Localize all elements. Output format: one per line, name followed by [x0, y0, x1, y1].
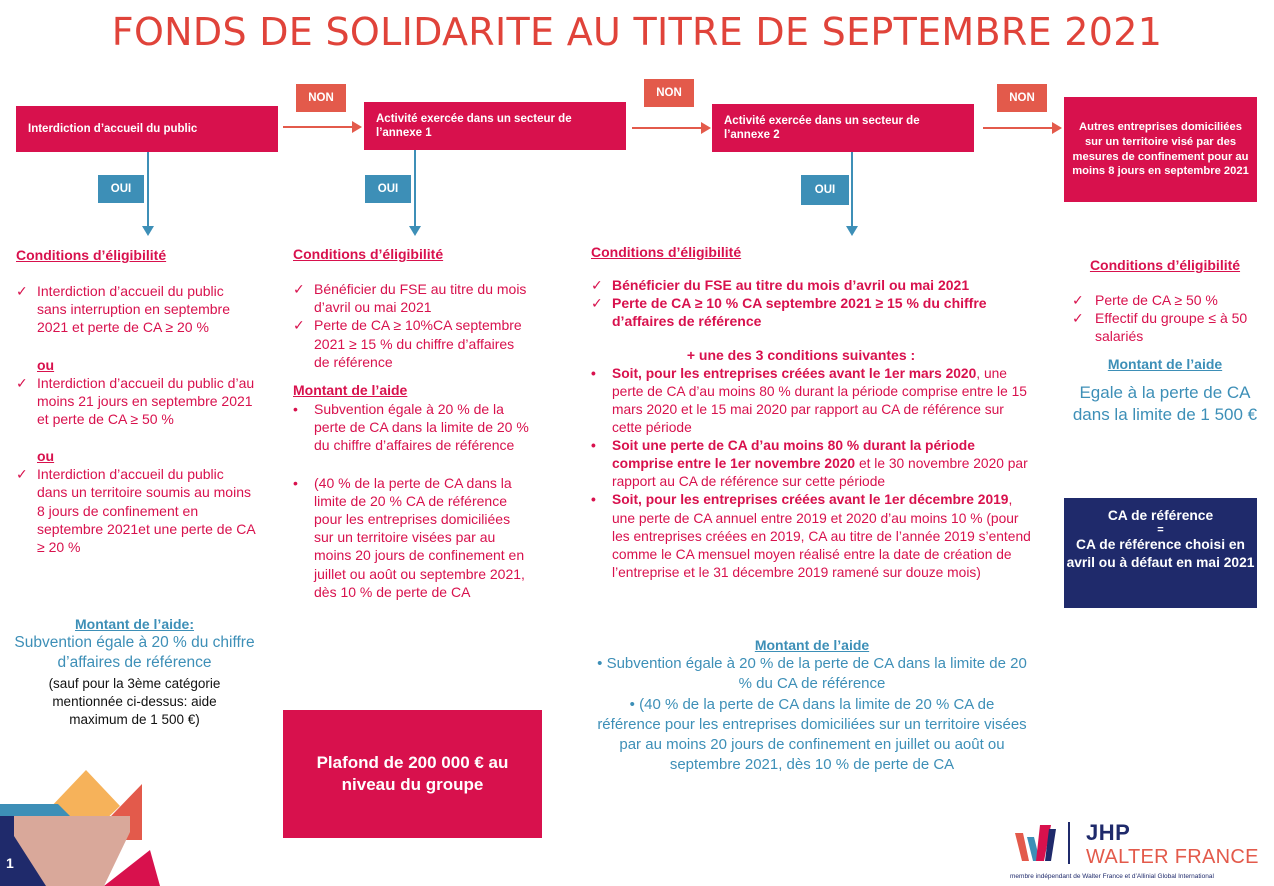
bullet-icon: • — [629, 695, 635, 713]
col2-montant-1: • Subvention égale à 20 % de la perte de CA dans la limite de 20 % du chiffre d’affaires de référence — [293, 401, 529, 454]
ca-ref-definition: CA de référence choisi en avril ou à défaut en mai 2021 — [1066, 537, 1255, 570]
col3-condition-1: ✓ Bénéficier du FSE au titre du mois d’avril ou mai 2021 — [591, 277, 970, 293]
col4-condition-1: ✓ Perte de CA ≥ 50 % — [1072, 292, 1218, 308]
bullet-icon: • — [597, 655, 603, 672]
arrow-head-right-icon — [701, 122, 711, 134]
check-icon: ✓ — [293, 317, 305, 334]
col3-montant — [596, 637, 1028, 776]
col1-ou-1: ou — [37, 356, 55, 373]
arrow-head-down-icon — [142, 226, 154, 236]
col2-condition-2: ✓ Perte de CA ≥ 10%CA septembre 2021 ≥ 15 % du chiffre d’affaires de référence — [293, 317, 522, 370]
check-icon: ✓ — [16, 374, 28, 391]
col3-condition-2: ✓ Perte de CA ≥ 10 % CA septembre 2021 ≥ 15 % du chiffre d’affaires de référence — [591, 295, 987, 330]
col4-condition-2: ✓ Effectif du groupe ≤ à 50 salariés — [1072, 310, 1248, 345]
ca-ref-title: CA de référence — [1107, 508, 1214, 523]
col1-montant-text: Subvention égale à 20 % du chiffre d’affaires de référence — [14, 634, 255, 671]
col2-eligibility-header: Conditions d’éligibilité — [293, 246, 444, 262]
logo-tagline: membre indépendant de Walter France et d’Allinial Global International — [1010, 873, 1214, 880]
plafond-box: Plafond de 200 000 € au niveau du groupe — [283, 710, 542, 838]
arrow-down-line-3 — [851, 152, 853, 226]
check-icon: ✓ — [1072, 292, 1084, 308]
col4-eligibility-header: Conditions d’éligibilité — [1089, 257, 1241, 273]
logo-divider — [1068, 822, 1070, 864]
col3-soit-1: • Soit, pour les entreprises créées avant le 1er mars 2020, une perte de CA d’au moins 80 % durant la période comprise entre le 15 mars 2020 et le 15 mai 2020 par rapport au CA de référence sur cette période — [591, 365, 1027, 436]
col1-montant — [12, 616, 257, 729]
logo-walter-france: WALTER FRANCE — [1086, 846, 1259, 868]
arrow-head-down-icon — [409, 226, 421, 236]
box-annexe-2: Activité exercée dans un secteur de l’annexe 2 — [712, 104, 974, 152]
oui-label-3: OUI — [801, 175, 849, 205]
non-label-2: NON — [644, 79, 694, 107]
bullet-icon: • — [293, 401, 298, 418]
col3-plus-conditions: + une des 3 conditions suivantes : — [686, 346, 916, 363]
col3-soit-3: • Soit, pour les entreprises créées avant le 1er décembre 2019, une perte de CA annuel entre 2019 et 2020 d’au moins 10 % (pour les entreprises créées en 2019, CA au titre de l’année 2019 s’entend comme le CA mensuel moyen réalisé entre la date de création de l’entreprise et le 31 décembre 2019 ramené sur douze mois) — [591, 492, 1031, 580]
col2-montant-header: Montant de l’aide — [293, 382, 408, 399]
col3-montant-header: Montant de l’aide — [754, 637, 870, 653]
arrow-down-line-1 — [147, 152, 149, 226]
arrow-head-right-icon — [352, 121, 362, 133]
col1-condition-3: ✓ Interdiction d’accueil du public dans un territoire soumis au moins 8 jours de confinement en septembre 2021et une perte de CA ≥ 20 % — [16, 466, 255, 556]
column-1 — [16, 247, 256, 556]
box-interdiction-accueil: Interdiction d’accueil du public — [16, 106, 278, 152]
col1-note: (sauf pour la 3ème catégorie mentionnée ci-dessus: aide maximum de 1 500 €) — [48, 676, 221, 727]
col3-montant-1: • Subvention égale à 20 % de la perte de CA dans la limite de 20 % du CA de référence — [597, 655, 1027, 693]
col3-soit-2: • Soit une perte de CA d’au moins 80 % durant la période comprise entre le 1er novembre 2020 et le 30 novembre 2020 par rapport au CA de référence sur cette période — [591, 438, 1028, 490]
col4-montant-header: Montant de l’aide — [1107, 355, 1223, 372]
col1-condition-2: ✓ Interdiction d’accueil du public d’au moins 21 jours en septembre 2021 et perte de CA ≥ 50 % — [16, 374, 255, 428]
non-label-3: NON — [997, 84, 1047, 112]
decorative-shapes-icon — [0, 770, 160, 886]
column-3 — [591, 244, 1031, 582]
check-icon: ✓ — [1072, 310, 1084, 327]
ca-ref-equals: = — [1157, 524, 1164, 536]
ca-reference-box — [1064, 498, 1257, 608]
bullet-icon: • — [293, 474, 298, 491]
check-icon: ✓ — [293, 281, 305, 297]
col2-condition-1: ✓ Bénéficier du FSE au titre du mois d’avril ou mai 2021 — [293, 281, 527, 316]
oui-label-1: OUI — [98, 175, 144, 203]
arrow-line-1 — [283, 126, 353, 128]
col1-condition-1: ✓ Interdiction d’accueil du public sans interruption en septembre 2021 et perte de CA ≥ 20 % — [16, 283, 230, 336]
arrow-line-2 — [632, 127, 702, 129]
check-icon: ✓ — [16, 283, 28, 299]
walter-logo-icon — [1013, 823, 1057, 867]
col4-montant-text: Egale à la perte de CA dans la limite de 1 500 € — [1072, 382, 1258, 424]
oui-label-2: OUI — [365, 175, 411, 203]
col1-montant-header: Montant de l’aide: — [75, 616, 194, 632]
box-autres-entreprises: Autres entreprises domiciliées sur un territoire visé par des mesures de confinement pour au moins 8 jours en septembre 2021 — [1064, 97, 1257, 202]
col1-ou-2: ou — [37, 448, 55, 465]
col2-montant-2: • (40 % de la perte de CA dans la limite de 20 % CA de référence pour les entreprises domiciliées sur un territoire visées par au moins 20 jours de confinement en juillet ou août ou septembre 2021, dès 10 % de perte de CA — [293, 474, 525, 600]
bullet-icon: • — [591, 438, 596, 454]
arrow-head-down-icon — [846, 226, 858, 236]
bullet-icon: • — [591, 365, 596, 381]
page-title: FONDS DE SOLIDARITE AU TITRE DE SEPTEMBRE 2021 — [111, 10, 1163, 54]
arrow-head-right-icon — [1052, 122, 1062, 134]
arrow-line-3 — [983, 127, 1053, 129]
bullet-icon: • — [591, 492, 596, 508]
page-number: 1 — [6, 855, 14, 871]
check-icon: ✓ — [591, 295, 603, 312]
arrow-down-line-2 — [414, 150, 416, 226]
col3-montant-2: • (40 % de la perte de CA dans la limite de 20 % CA de référence pour les entreprises domiciliées sur un territoire visées par au moins 20 jours de confinement en juillet ou août ou septembre 2021, dès 10 % de perte de CA — [597, 695, 1027, 774]
column-4 — [1070, 257, 1260, 426]
col3-eligibility-header: Conditions d’éligibilité — [591, 244, 742, 260]
check-icon: ✓ — [16, 466, 28, 483]
column-2 — [293, 246, 533, 601]
non-label-1: NON — [296, 84, 346, 112]
check-icon: ✓ — [591, 277, 603, 293]
col1-eligibility-header: Conditions d’éligibilité — [16, 247, 167, 263]
box-annexe-1: Activité exercée dans un secteur de l’annexe 1 — [364, 102, 626, 150]
logo-jhp: JHP — [1086, 820, 1131, 845]
